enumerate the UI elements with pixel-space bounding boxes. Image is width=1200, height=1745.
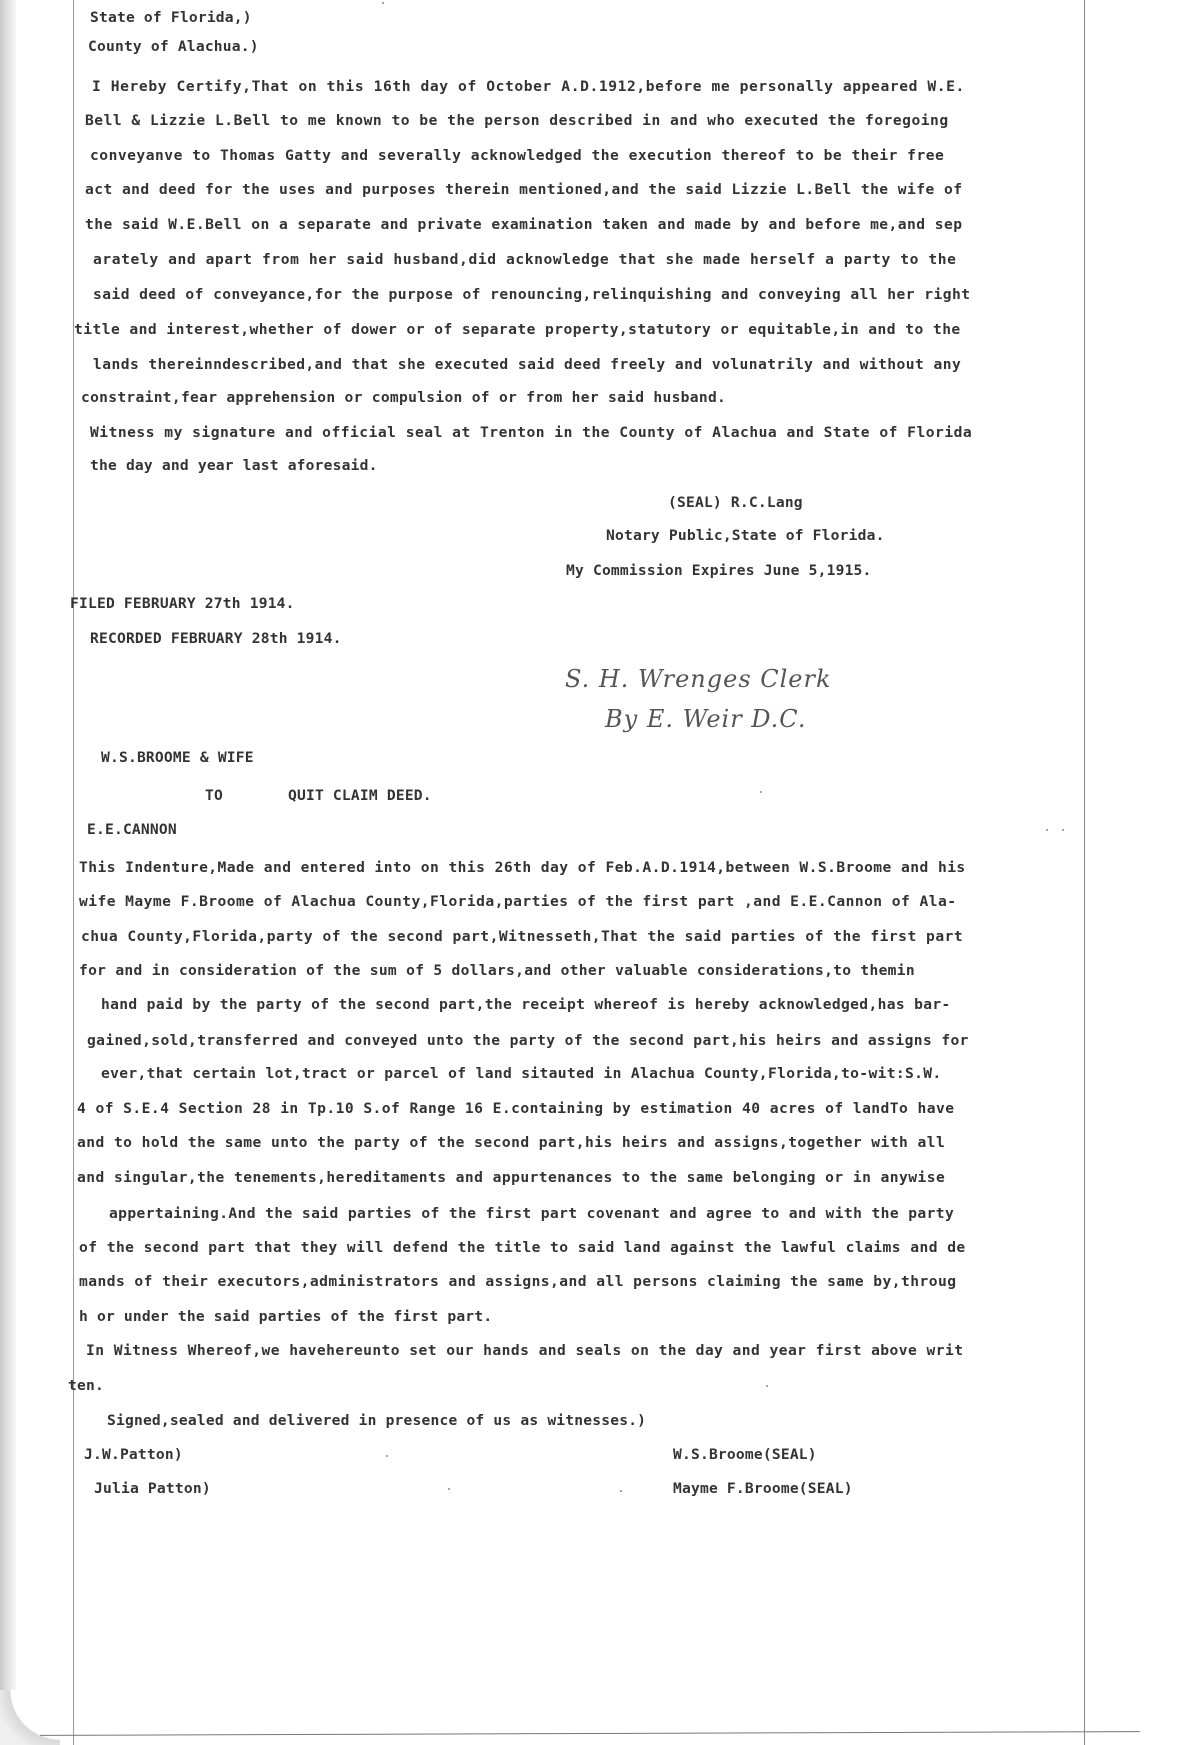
page-curl — [0, 1690, 60, 1745]
venue-county: County of Alachua.) — [88, 38, 259, 55]
deed-line: ever,that certain lot,tract or parcel of land sitauted in Alachua County,Florida,to-wit:S.W. — [101, 1065, 942, 1082]
scan-speck — [448, 1488, 450, 1490]
deed-grantee: E.E.CANNON — [87, 821, 177, 838]
deed-line: mands of their executors,administrators and assigns,and all persons claiming the same by,throug — [79, 1273, 957, 1290]
deed-line: and to hold the same unto the party of the second part,his heirs and assigns,together with all — [77, 1134, 946, 1151]
grantor-signature: Mayme F.Broome(SEAL) — [673, 1480, 853, 1497]
scan-speck — [766, 1385, 768, 1387]
recorded-date: RECORDED FEBRUARY 28th 1914. — [90, 630, 342, 647]
certificate-line: said deed of conveyance,for the purpose of renouncing,relinquishing and conveying all her right — [93, 286, 971, 303]
deed-line: chua County,Florida,party of the second part,Witnesseth,That the said parties of the first part — [81, 928, 964, 945]
deed-line: ten. — [68, 1377, 104, 1394]
deed-line: of the second part that they will defend the title to said land against the lawful claims and de — [79, 1239, 966, 1256]
venue-state: State of Florida,) — [90, 9, 252, 26]
certificate-line: the day and year last aforesaid. — [90, 457, 378, 474]
certificate-line: arately and apart from her said husband,did acknowledge that she made herself a party to the — [93, 251, 957, 268]
scan-speck — [382, 2, 384, 4]
certificate-line: conveyanve to Thomas Gatty and severally acknowledged the execution thereof to be their free — [90, 147, 945, 164]
certificate-line: lands thereinndescribed,and that she executed said deed freely and volunatrily and without any — [93, 356, 962, 373]
witness-clause: Signed,sealed and delivered in presence of us as witnesses.) — [107, 1412, 647, 1429]
deed-grantor: W.S.BROOME & WIFE — [101, 749, 254, 766]
certificate-line: the said W.E.Bell on a separate and private examination taken and made by and before me,and sep — [85, 216, 963, 233]
scan-speck — [386, 1455, 388, 1457]
clerk-signature: S. H. Wrenges Clerk — [565, 665, 832, 693]
certificate-line: constraint,fear apprehension or compulsion of or from her said husband. — [81, 389, 727, 406]
certificate-line: act and deed for the uses and purposes therein mentioned,and the said Lizzie L.Bell the wife of — [85, 181, 963, 198]
deed-line: 4 of S.E.4 Section 28 in Tp.10 S.of Range 16 E.containing by estimation 40 acres of landTo have — [77, 1100, 955, 1117]
deed-type: QUIT CLAIM DEED. — [288, 787, 432, 804]
scan-speck — [1062, 829, 1064, 831]
witness-name: Julia Patton) — [94, 1480, 211, 1497]
deed-line: and singular,the tenements,hereditaments and appurtenances to the same belonging or in anywise — [77, 1169, 946, 1186]
bottom-page-border — [40, 1731, 1140, 1736]
certificate-line: Bell & Lizzie L.Bell to me known to be the person described in and who executed the foregoing — [85, 112, 949, 129]
deed-line: wife Mayme F.Broome of Alachua County,Florida,parties of the first part ,and E.E.Cannon of Ala- — [79, 893, 957, 910]
deed-to: TO — [205, 787, 223, 804]
deed-line: h or under the said parties of the first part. — [79, 1308, 493, 1325]
deed-line: appertaining.And the said parties of the first part covenant and agree to and with the party — [109, 1205, 955, 1222]
deed-line: In Witness Whereof,we havehereunto set our hands and seals on the day and year first above writ — [86, 1342, 964, 1359]
scan-page-edge — [0, 0, 16, 1745]
grantor-signature: W.S.Broome(SEAL) — [673, 1446, 817, 1463]
left-margin-rule — [73, 0, 74, 1745]
certificate-line: Witness my signature and official seal at Trenton in the County of Alachua and State of Florida — [90, 424, 973, 441]
deed-line: gained,sold,transferred and conveyed unto the party of the second part,his heirs and assigns for — [87, 1032, 969, 1049]
filed-date: FILED FEBRUARY 27th 1914. — [70, 595, 295, 612]
deed-line: for and in consideration of the sum of 5 dollars,and other valuable considerations,to themin — [79, 962, 915, 979]
certificate-line: title and interest,whether of dower or of separate property,statutory or equitable,in and to the — [74, 321, 961, 338]
notary-commission: My Commission Expires June 5,1915. — [566, 562, 872, 579]
notary-seal-signer: (SEAL) R.C.Lang — [668, 494, 803, 511]
scan-speck — [760, 791, 762, 793]
certificate-line: I Hereby Certify,That on this 16th day of October A.D.1912,before me personally appeared W.E. — [92, 78, 965, 95]
scan-speck — [1046, 829, 1048, 831]
witness-name: J.W.Patton) — [84, 1446, 183, 1463]
notary-title: Notary Public,State of Florida. — [606, 527, 885, 544]
deputy-clerk-signature: By E. Weir D.C. — [605, 705, 807, 733]
deed-line: hand paid by the party of the second part,the receipt whereof is hereby acknowledged,has bar- — [101, 996, 951, 1013]
right-margin-rule — [1084, 0, 1085, 1745]
scan-speck — [620, 1490, 622, 1492]
deed-line: This Indenture,Made and entered into on this 26th day of Feb.A.D.1914,between W.S.Broome and his — [79, 859, 966, 876]
